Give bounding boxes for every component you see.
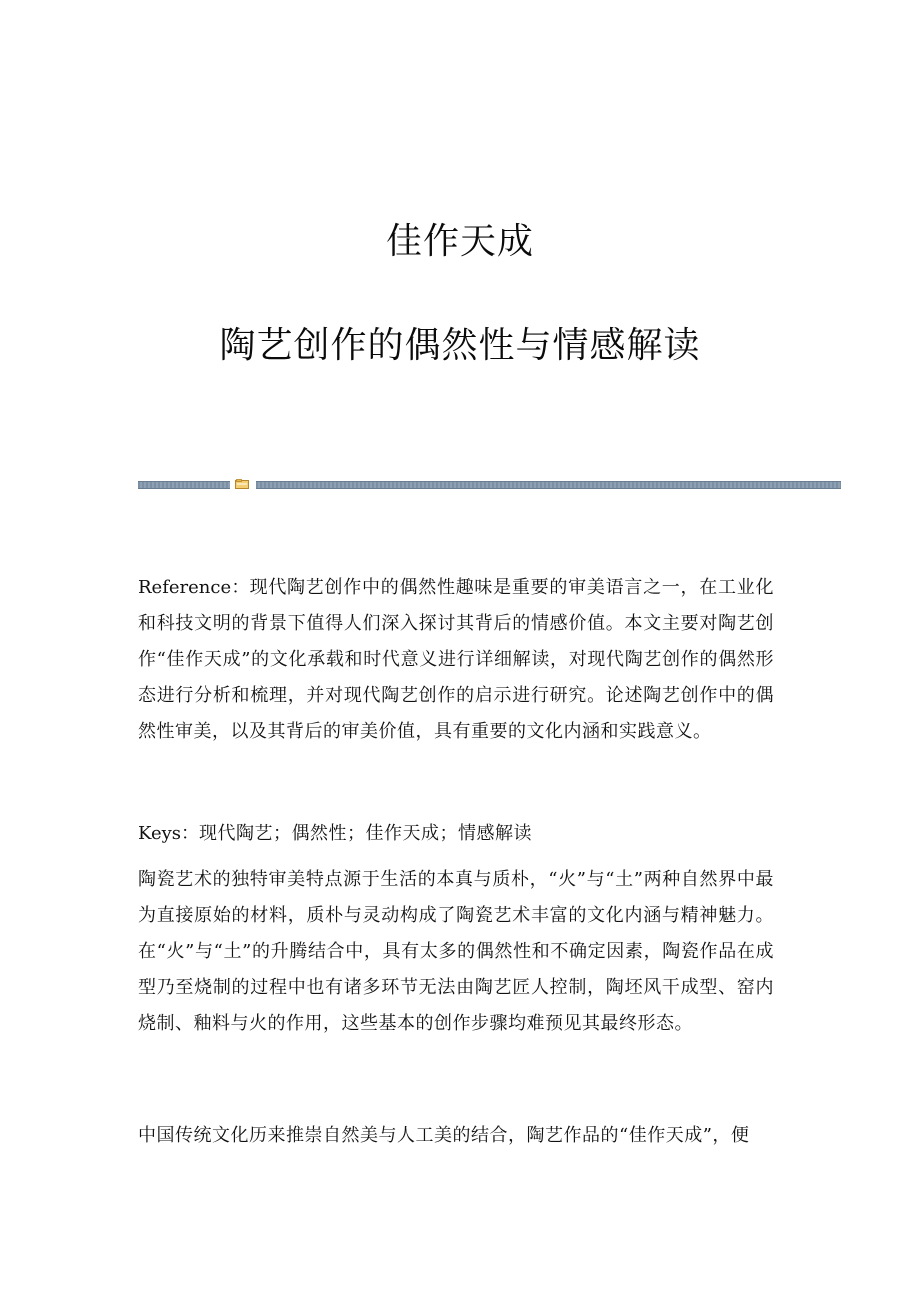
keywords-paragraph — [138, 816, 774, 852]
document-title: 佳作天成 — [385, 221, 534, 262]
abstract-label: Reference： — [138, 577, 250, 598]
folder-ornament-icon — [235, 479, 249, 489]
keywords-text: 现代陶艺；偶然性；佳作天成；情感解读 — [199, 823, 533, 844]
body-paragraph-1: 陶瓷艺术的独特审美特点源于生活的本真与质朴，“火”与“土”两种自然界中最为直接原始的材料，质朴与灵动构成了陶瓷艺术丰富的文化内涵与精神魅力。在“火”与“土”的升腾结合中，具有太多的偶然性和不确定因素，陶瓷作品在成型乃至烧制的过程中也有诸多环节无法由陶艺匠人控制，陶坯风干成型、窑内烧制、釉料与火的作用，这些基本的创作步骤均难预见其最终形态。 — [138, 869, 774, 1034]
abstract-paragraph — [138, 570, 774, 750]
body-paragraph-2: 中国传统文化历来推崇自然美与人工美的结合，陶艺作品的“佳作天成”，便 — [138, 1125, 750, 1146]
keywords-label: Keys： — [138, 823, 200, 844]
abstract-text: 现代陶艺创作中的偶然性趣味是重要的审美语言之一，在工业化和科技文明的背景下值得人们深入探讨其背后的情感价值。本文主要对陶艺创作“佳作天成”的文化承载和时代意义进行详细解读，对现代陶艺创作的偶然形态进行分析和梳理，并对现代陶艺创作的启示进行研究。论述陶艺创作中的偶然性审美，以及其背后的审美价值，具有重要的文化内涵和实践意义。 — [138, 577, 774, 742]
decorative-divider — [138, 479, 841, 489]
divider-bar-right — [256, 481, 841, 489]
divider-bar-left — [138, 481, 230, 489]
document-subtitle: 陶艺创作的偶然性与情感解读 — [219, 325, 701, 366]
